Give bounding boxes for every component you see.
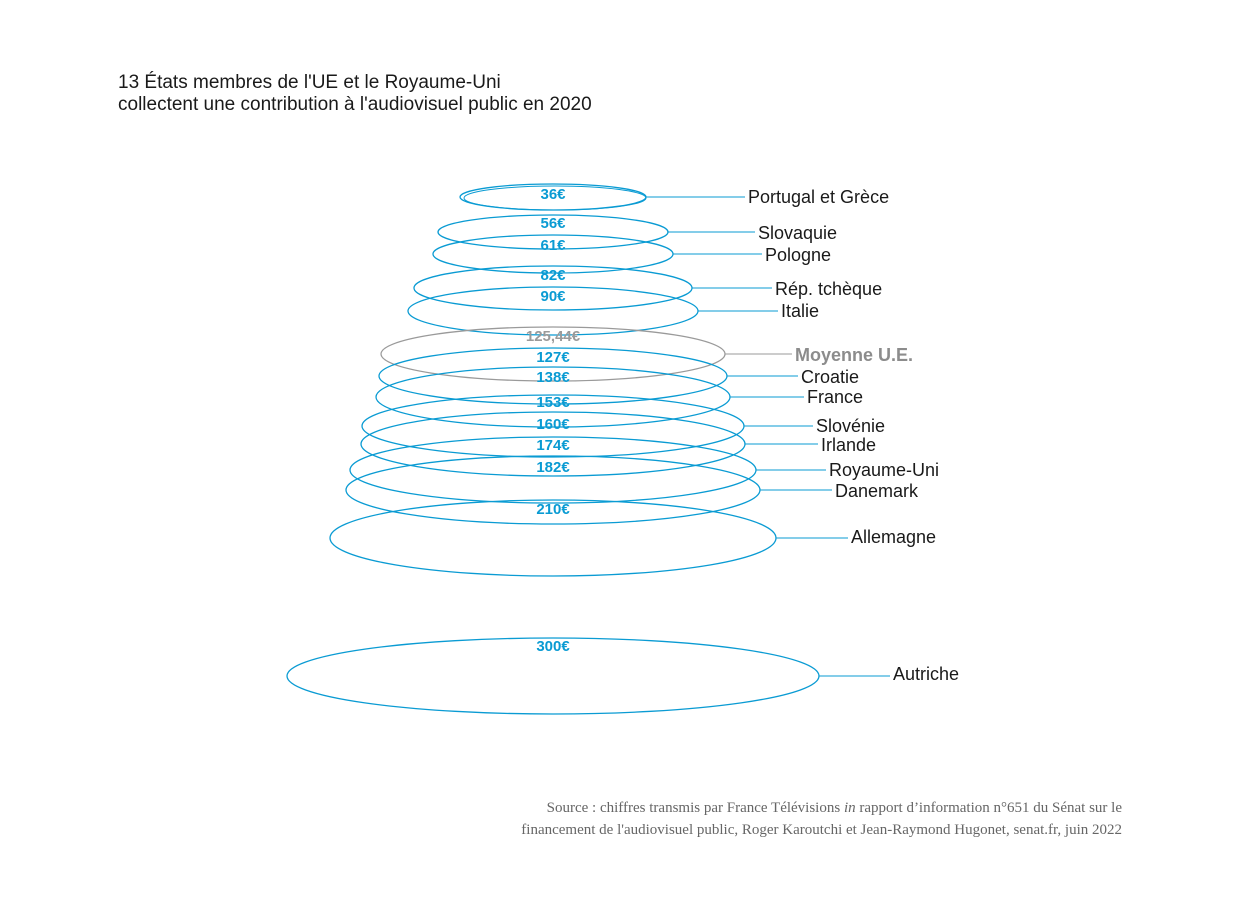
country-label-slovaquie: Slovaquie <box>758 223 838 243</box>
source-line-2: financement de l'audiovisuel public, Roger Karoutchi et Jean-Raymond Hugonet, senat.fr, juin 2022 <box>521 822 1122 838</box>
country-label-portugal-et-grece: Portugal et Grèce <box>748 187 890 207</box>
country-label-allemagne: Allemagne <box>851 527 937 547</box>
chart-title-line-2: collectent une contribution à l'audiovisuel public en 2020 <box>118 94 592 115</box>
value-label-autriche: 300€ <box>536 638 570 655</box>
value-label-pologne: 61€ <box>540 237 566 254</box>
chart-title-line-1: 13 États membres de l'UE et le Royaume-Uni <box>118 72 501 93</box>
value-label-danemark: 182€ <box>536 459 570 476</box>
country-label-rep-tcheque: Rép. tchèque <box>775 279 883 299</box>
value-label-slovenie: 153€ <box>536 394 570 411</box>
value-label-moyenne-u-e: 125,44€ <box>525 328 581 345</box>
value-label-irlande: 160€ <box>536 416 570 433</box>
value-label-france: 138€ <box>536 369 570 386</box>
source-line-1-start: Source : chiffres transmis par France Télévisions <box>546 800 844 816</box>
value-label-allemagne: 210€ <box>536 501 570 518</box>
country-label-moyenne-u-e: Moyenne U.E. <box>795 345 914 365</box>
country-label-royaume-uni: Royaume-Uni <box>829 460 940 480</box>
value-label-portugal-et-grece: 36€ <box>540 186 566 203</box>
value-label-royaume-uni: 174€ <box>536 437 570 454</box>
country-label-italie: Italie <box>781 301 820 321</box>
source-line-1-end: rapport d’information n°651 du Sénat sur le <box>855 800 1122 816</box>
country-label-croatie: Croatie <box>801 367 860 387</box>
value-label-slovaquie: 56€ <box>540 215 566 232</box>
country-label-pologne: Pologne <box>765 245 832 265</box>
country-label-france: France <box>807 387 864 407</box>
country-label-danemark: Danemark <box>835 481 919 501</box>
value-label-croatie: 127€ <box>536 349 570 366</box>
country-label-autriche: Autriche <box>893 664 960 684</box>
country-label-irlande: Irlande <box>821 435 877 455</box>
value-label-italie: 90€ <box>540 288 566 305</box>
country-label-slovenie: Slovénie <box>816 416 886 436</box>
source-line-1 <box>521 797 1122 819</box>
source-note <box>521 797 1122 841</box>
source-line-1-italic: in <box>843 800 856 816</box>
value-label-rep-tcheque: 82€ <box>540 267 566 284</box>
